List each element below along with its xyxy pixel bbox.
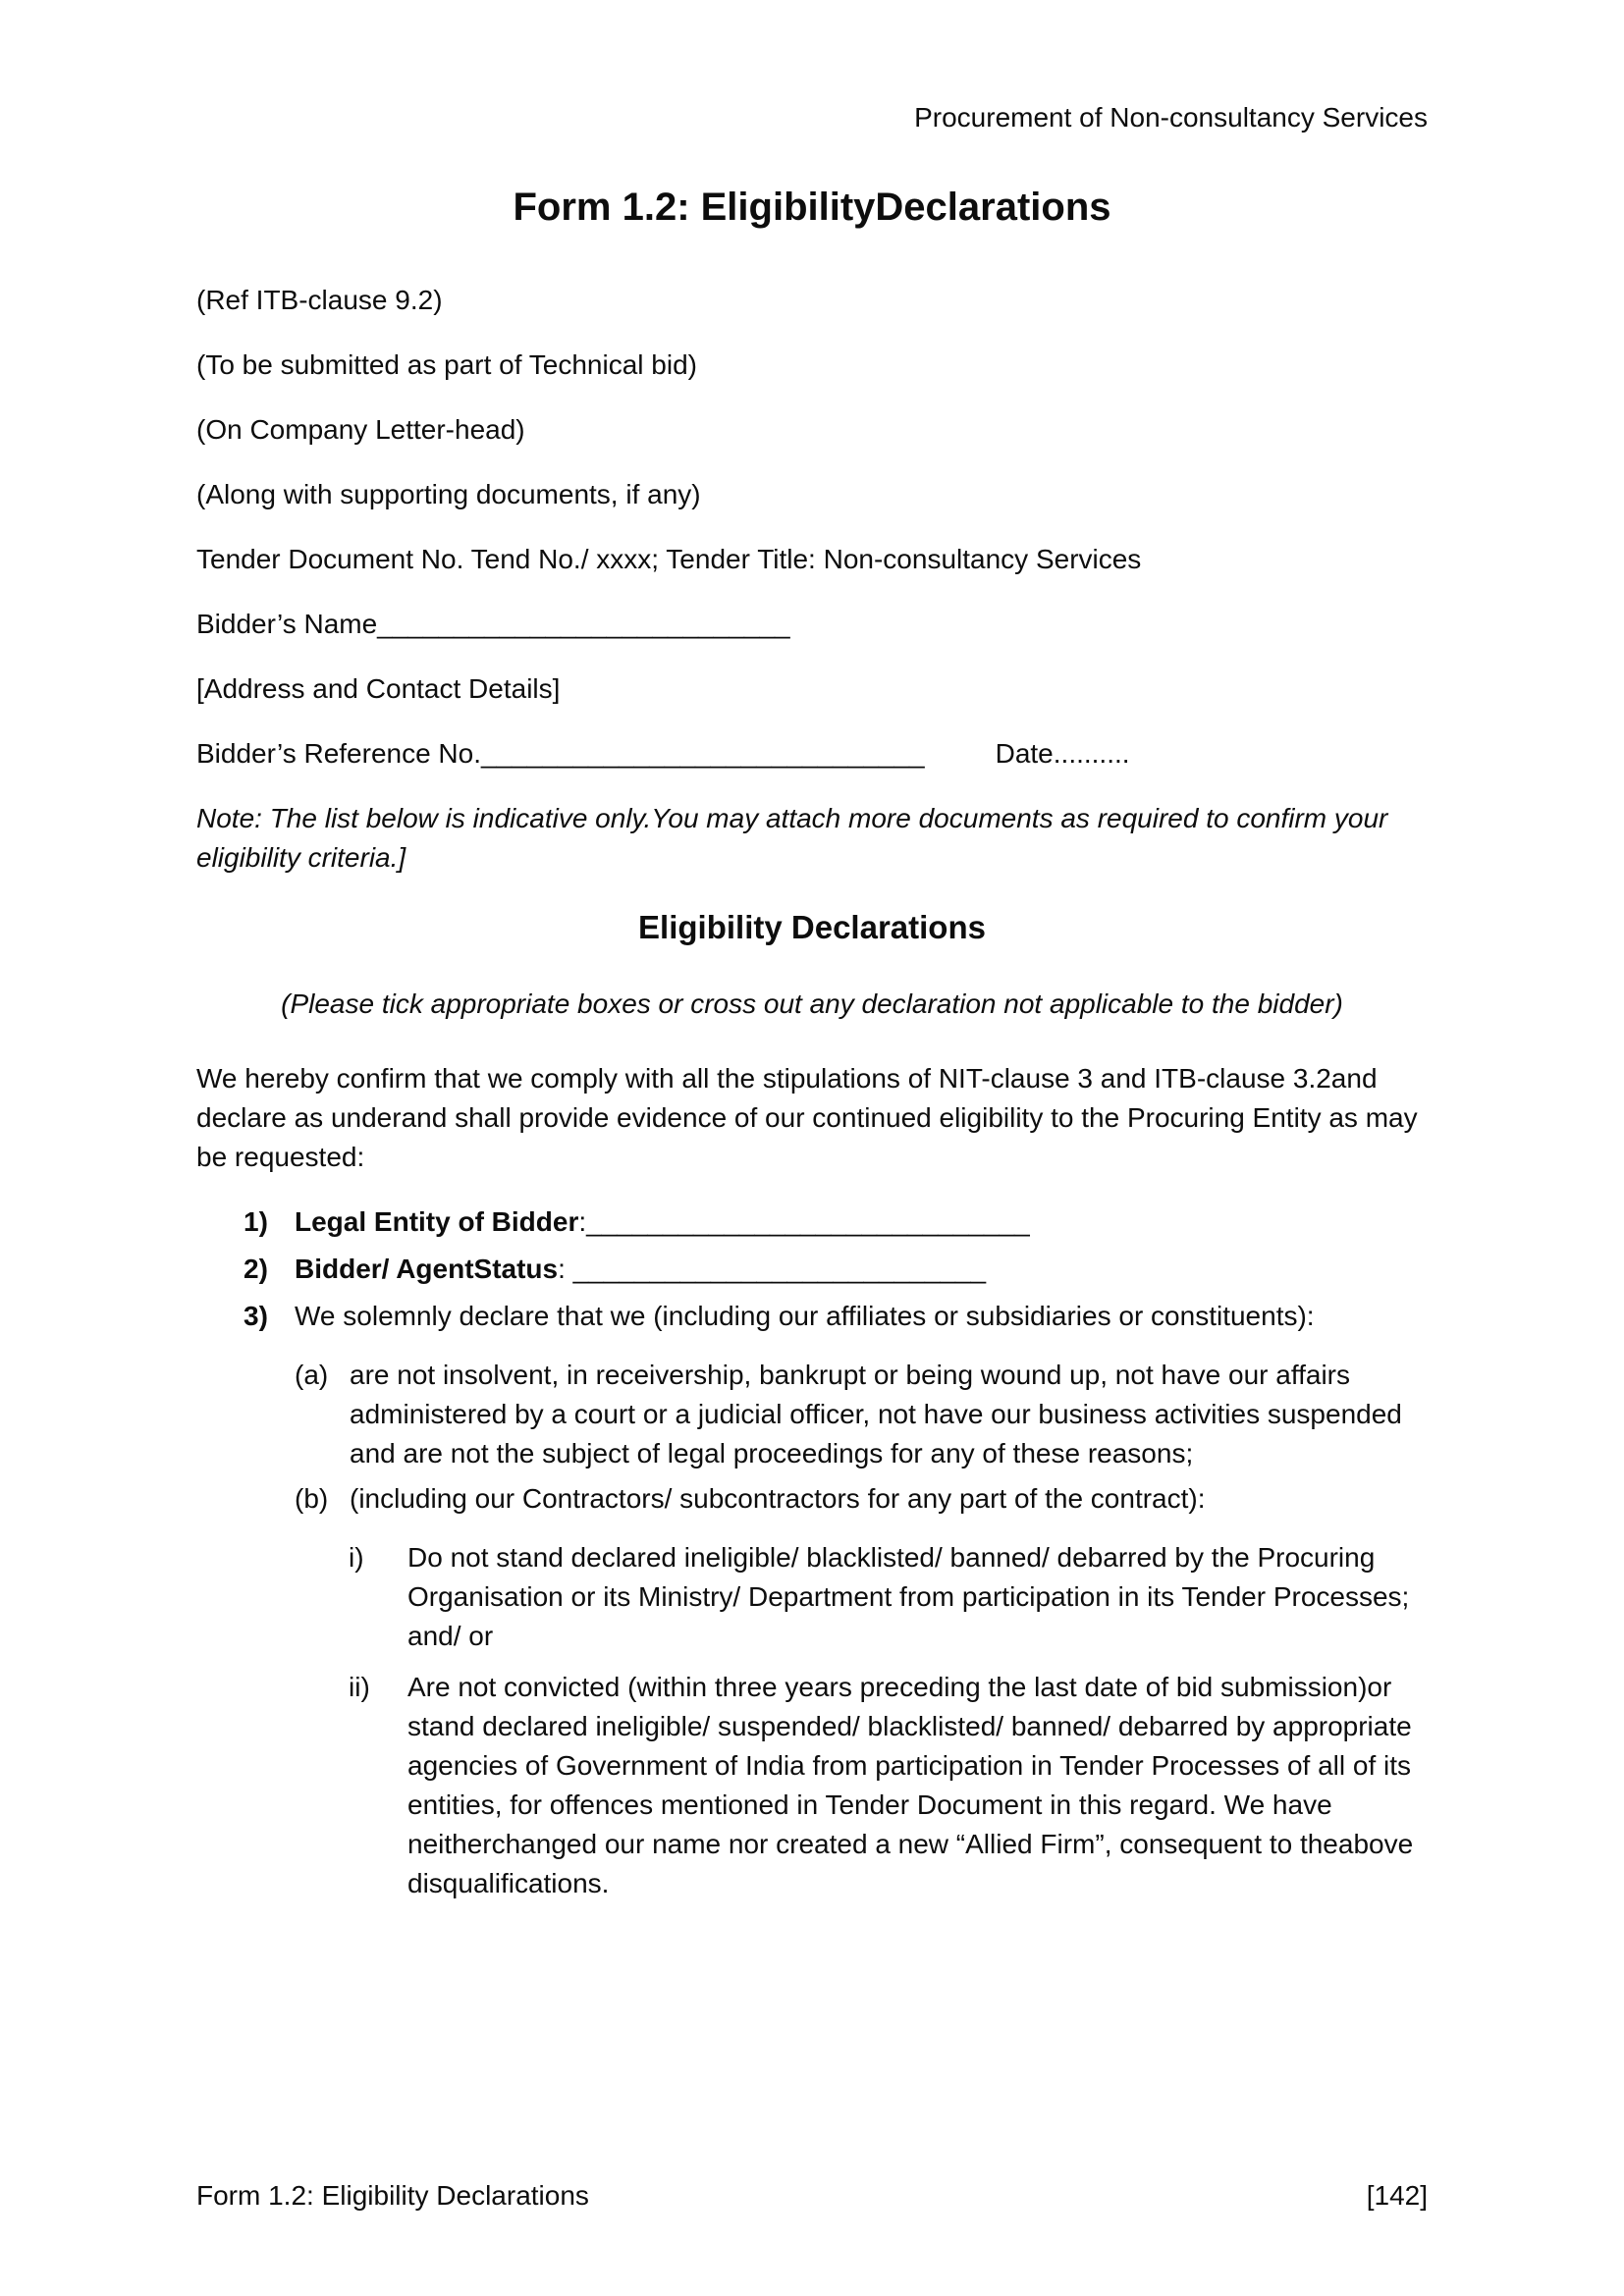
letterhead-note-line: (On Company Letter-head)	[196, 414, 525, 445]
list-item-text	[295, 1250, 1428, 1289]
declarations-numbered-list	[196, 1202, 1428, 1336]
tender-document-line: Tender Document No. Tend No./ xxxx; Tender Title: Non-consultancy Services	[196, 544, 1142, 574]
list-item-text: We solemnly declare that we (including our affiliates or subsidiaries or constituents):	[295, 1300, 1315, 1331]
list-marker: ii)	[349, 1671, 370, 1702]
sublist-item-a	[295, 1356, 1428, 1473]
sublist-item-b	[295, 1479, 1428, 1519]
reference-date-line	[196, 734, 1428, 774]
bidder-name-field: Bidder’s Name___________________________	[196, 609, 790, 639]
declarations-roman-sublist	[196, 1538, 1428, 1903]
section-heading: Eligibility Declarations	[638, 909, 986, 945]
ref-clause-line: (Ref ITB-clause 9.2)	[196, 285, 443, 315]
item-blank-line: :_____________________________	[578, 1205, 1030, 1237]
address-contact-line: [Address and Contact Details]	[196, 673, 561, 704]
indicative-note-line: Note: The list below is indicative only.You may attach more documents as required to confirm your eligibility criteria.]	[196, 803, 1388, 873]
bidder-reference-field: Bidder’s Reference No._____________________________	[196, 738, 925, 769]
list-marker: 1)	[244, 1205, 268, 1237]
item-label: Legal Entity of Bidder	[295, 1205, 579, 1237]
list-item-text: Are not convicted (within three years preceding the last date of bid submission)or stand declared ineligible/ suspended/ blacklisted/ banned/ debarred by appropriate agencies of Government of India from participation in Tender Processes of all of its entities, for offences mentioned in Tender Document in this regard. We have neitherchanged our name nor created a new “Allied Firm”, consequent to theabove disqualifications.	[407, 1671, 1414, 1898]
submission-note-line: (To be submitted as part of Technical bid)	[196, 349, 697, 380]
section-subheading: (Please tick appropriate boxes or cross out any declaration not applicable to the bidder)	[281, 988, 1343, 1019]
list-marker: i)	[349, 1541, 364, 1573]
page-header-right: Procurement of Non-consultancy Services	[914, 102, 1428, 133]
page-footer	[196, 2176, 1428, 2216]
list-marker: (a)	[295, 1359, 329, 1390]
roman-item-ii	[349, 1668, 1428, 1903]
supporting-docs-line: (Along with supporting documents, if any)	[196, 479, 701, 509]
list-item-text	[295, 1202, 1428, 1242]
list-item-text: Do not stand declared ineligible/ blacklisted/ banned/ debarred by the Procuring Organisation or its Ministry/ Department from participation in its Tender Processes; and/ or	[407, 1541, 1410, 1651]
footer-page-number: [142]	[1366, 2180, 1428, 2211]
list-marker: 2)	[244, 1253, 268, 1284]
declarations-letter-sublist	[196, 1356, 1428, 1519]
list-item-text: (including our Contractors/ subcontractors for any part of the contract):	[350, 1482, 1206, 1514]
item-label: Bidder/ AgentStatus	[295, 1253, 559, 1284]
list-marker: 3)	[244, 1300, 268, 1331]
list-item-legal-entity	[244, 1202, 1428, 1242]
item-blank-line: : ___________________________	[558, 1253, 987, 1284]
form-title: Form 1.2: EligibilityDeclarations	[513, 186, 1111, 229]
confirmation-paragraph: We hereby confirm that we comply with all the stipulations of NIT-clause 3 and ITB-clause 3.2and declare as underand shall provide evidence of our continued eligibility to the Procuring Entity as may be requested:	[196, 1062, 1418, 1172]
date-field: Date..........	[995, 738, 1130, 769]
list-item-bidder-agent-status	[244, 1250, 1428, 1289]
list-marker: (b)	[295, 1482, 329, 1514]
footer-left-text: Form 1.2: Eligibility Declarations	[196, 2180, 589, 2211]
roman-item-i	[349, 1538, 1428, 1656]
list-item-solemn-declaration	[244, 1297, 1428, 1336]
list-item-text: are not insolvent, in receivership, bankrupt or being wound up, not have our affairs administered by a court or a judicial officer, not have our business activities suspended and are not the subject of legal proceedings for any of these reasons;	[350, 1359, 1402, 1468]
